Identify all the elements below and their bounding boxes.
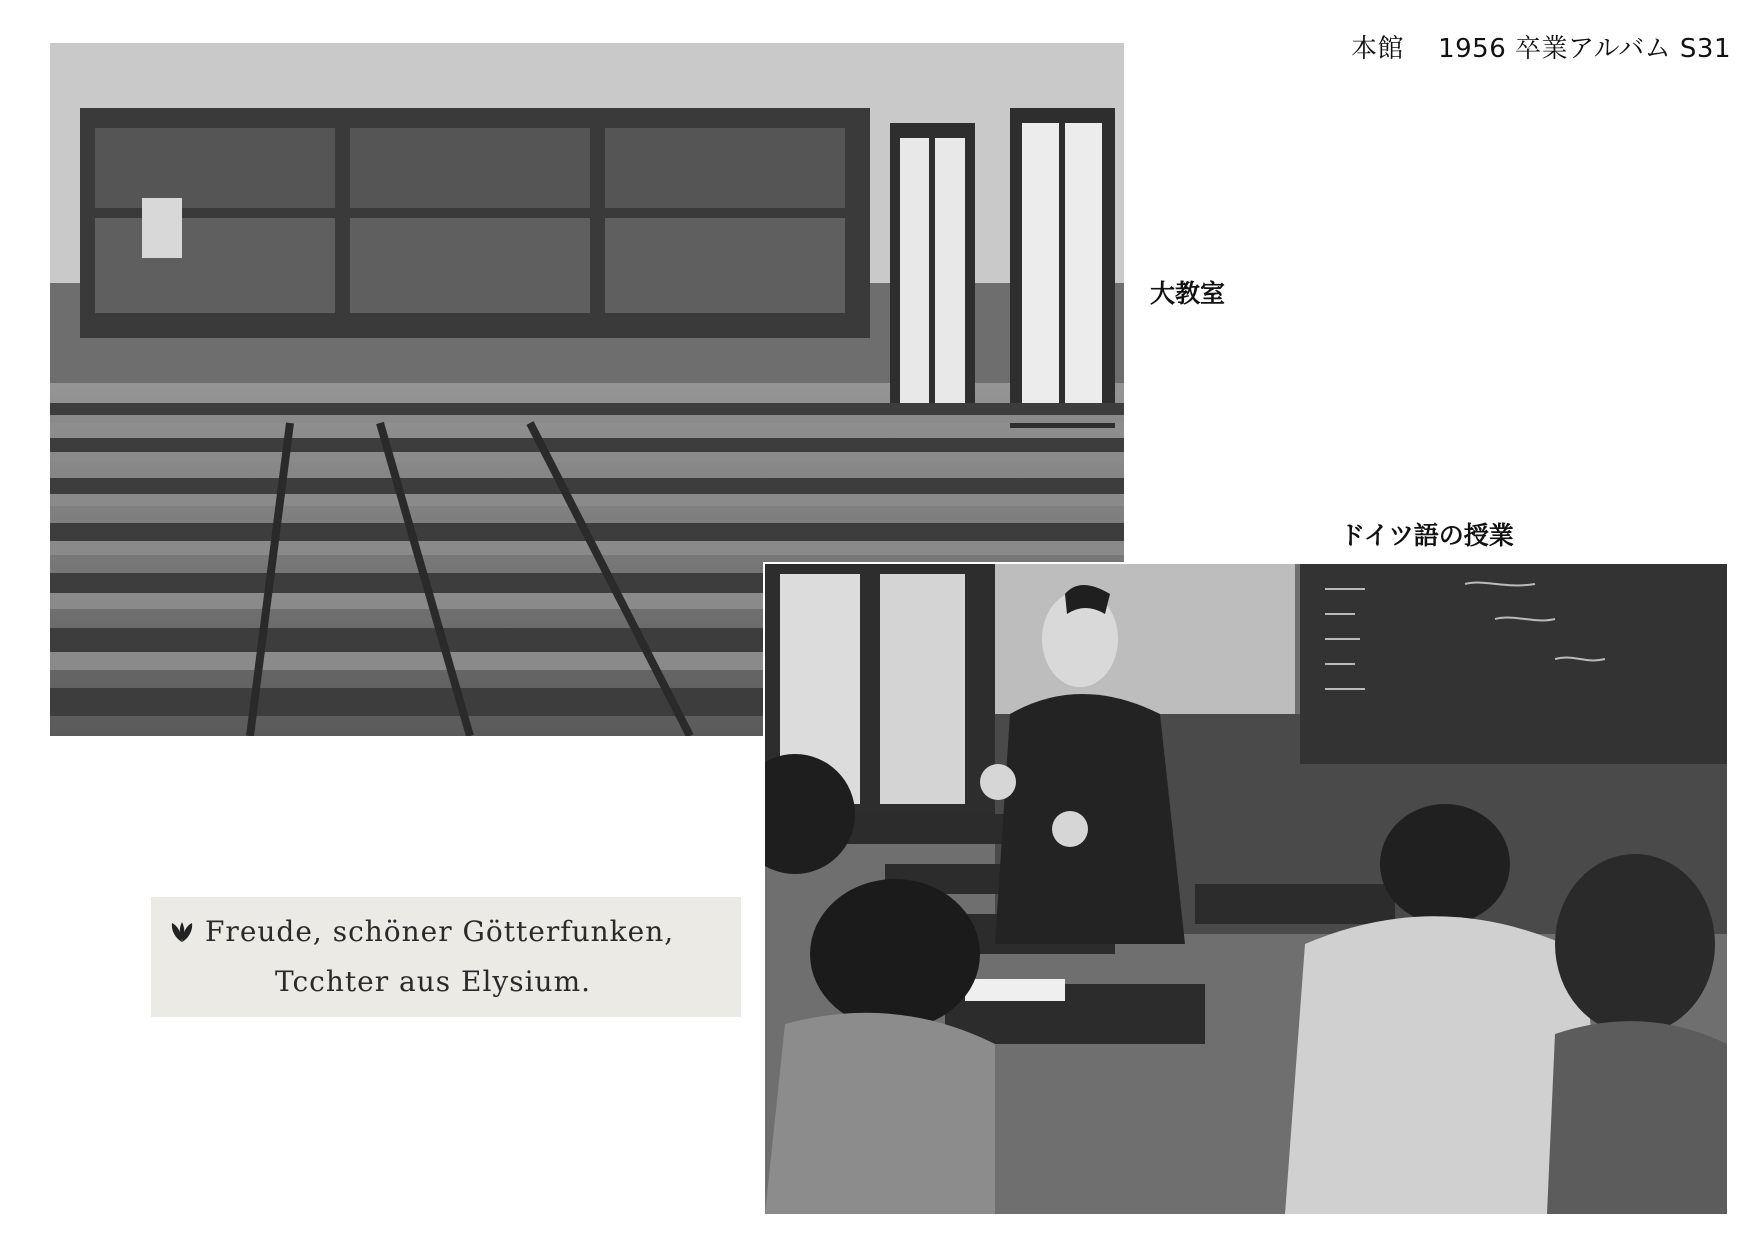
header-building: 本館 <box>1351 34 1405 64</box>
quote-line-2: Tcchter aus Elysium. <box>275 965 592 998</box>
header-year: 1956 <box>1438 34 1507 64</box>
quote-line-1 <box>169 915 674 951</box>
german-class-illustration <box>765 564 1727 1214</box>
page-header <box>1351 28 1731 65</box>
lecture-hall-caption: 大教室 <box>1150 279 1226 308</box>
quote-line-1-text: Freude, schöner Götterfunken, <box>205 915 675 948</box>
german-class-photo <box>763 562 1727 1214</box>
header-album: 卒業アルバム S31 <box>1515 34 1731 64</box>
german-class-caption: ドイツ語の授業 <box>1340 521 1514 550</box>
leaf-ornament-icon <box>169 918 195 951</box>
quote-clipping <box>151 897 741 1017</box>
